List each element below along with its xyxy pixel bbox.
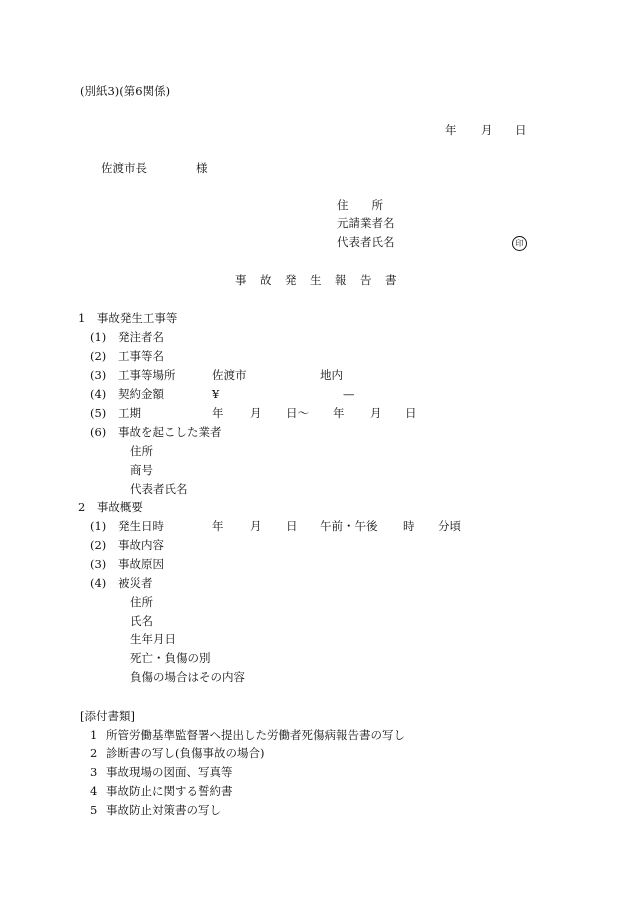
s2-victim-address: 住所 [130,595,153,609]
s1-contractor-address: 住所 [130,444,153,458]
s2-datetime-ampm: 午前・午後 [320,519,378,533]
s2-datetime-day: 日 [286,519,298,533]
s2-content-num: (2) [90,538,107,552]
s2-datetime-label: 発生日時 [118,519,164,533]
s1-contractor-rep: 代表者氏名 [130,482,188,496]
s1-period-day1: 日〜 [286,406,309,420]
s2-victim-injury: 負傷の場合はその内容 [130,670,245,684]
s1-period-month1: 月 [250,406,262,420]
applicant-contractor-label: 元請業者名 [337,216,395,230]
s2-datetime-minute: 分頃 [438,519,461,533]
applicant-address-label: 住 所 [337,198,383,212]
attachment-num: 1 [90,728,98,742]
s2-victim-birth: 生年月日 [130,632,176,646]
s1-orderer-label: 発注者名 [118,330,164,344]
s2-victim-label: 被災者 [118,576,153,590]
s1-orderer-num: (1) [90,330,107,344]
s1-work-name-label: 工事等名 [118,349,164,363]
attachment-text: 診断書の写し(負傷事故の場合) [106,746,265,760]
date-month-label: 月 [481,123,493,137]
seal-mark [512,235,527,251]
attachments-heading: [添付書類] [80,709,135,723]
s1-period-day2: 日 [405,406,417,420]
s2-datetime-year: 年 [212,519,224,533]
attachment-text: 事故防止対策書の写し [106,803,221,817]
s2-cause-num: (3) [90,557,107,571]
s2-victim-status: 死亡・負傷の別 [130,651,211,665]
s1-period-year1: 年 [212,406,224,420]
s1-work-name-num: (2) [90,349,107,363]
s1-location-suffix: 地内 [320,368,343,382]
s1-amount-label: 契約金額 [118,387,164,401]
addressee-name: 佐渡市長 [101,161,147,175]
s1-location-label: 工事等場所 [118,368,176,382]
seal-icon: 印 [512,236,527,251]
s1-period-num: (5) [90,406,107,420]
s1-period-year2: 年 [333,406,345,420]
s1-contractor-trade-name: 商号 [130,463,153,477]
s2-datetime-month: 月 [250,519,262,533]
s1-amount-num: (4) [90,387,107,401]
attachment-text: 所管労働基準監督署へ提出した労働者死傷病報告書の写し [106,728,405,742]
s1-contractor-num: (6) [90,425,107,439]
attachment-text: 事故防止に関する誓約書 [106,784,233,798]
date-year-label: 年 [445,123,457,137]
s1-amount-dash: — [343,387,355,401]
s2-datetime-num: (1) [90,519,107,533]
attachment-num: 4 [90,784,98,798]
s2-cause-label: 事故原因 [118,557,164,571]
attachment-text: 事故現場の図面、写真等 [106,765,233,779]
applicant-rep-label: 代表者氏名 [337,235,395,249]
section2-heading: 2 事故概要 [78,500,143,514]
s1-period-label: 工期 [118,406,141,420]
s2-victim-num: (4) [90,576,107,590]
attachment-num: 2 [90,746,98,760]
s2-victim-name: 氏名 [130,614,153,628]
attachment-num: 3 [90,765,98,779]
s1-period-month2: 月 [370,406,382,420]
s1-contractor-label: 事故を起こした業者 [118,425,222,439]
s2-content-label: 事故内容 [118,538,164,552]
form-reference: (別紙3)(第6関係) [80,84,171,98]
date-day-label: 日 [515,123,527,137]
section1-heading: 1 事故発生工事等 [78,311,178,325]
s1-location-num: (3) [90,368,107,382]
addressee-honorific: 様 [196,161,208,175]
attachment-num: 5 [90,803,98,817]
s1-amount-yen: ¥ [212,387,220,401]
s2-datetime-hour: 時 [403,519,415,533]
s1-location-city: 佐渡市 [212,368,247,382]
document-title: 事 故 発 生 報 告 書 [235,273,398,287]
